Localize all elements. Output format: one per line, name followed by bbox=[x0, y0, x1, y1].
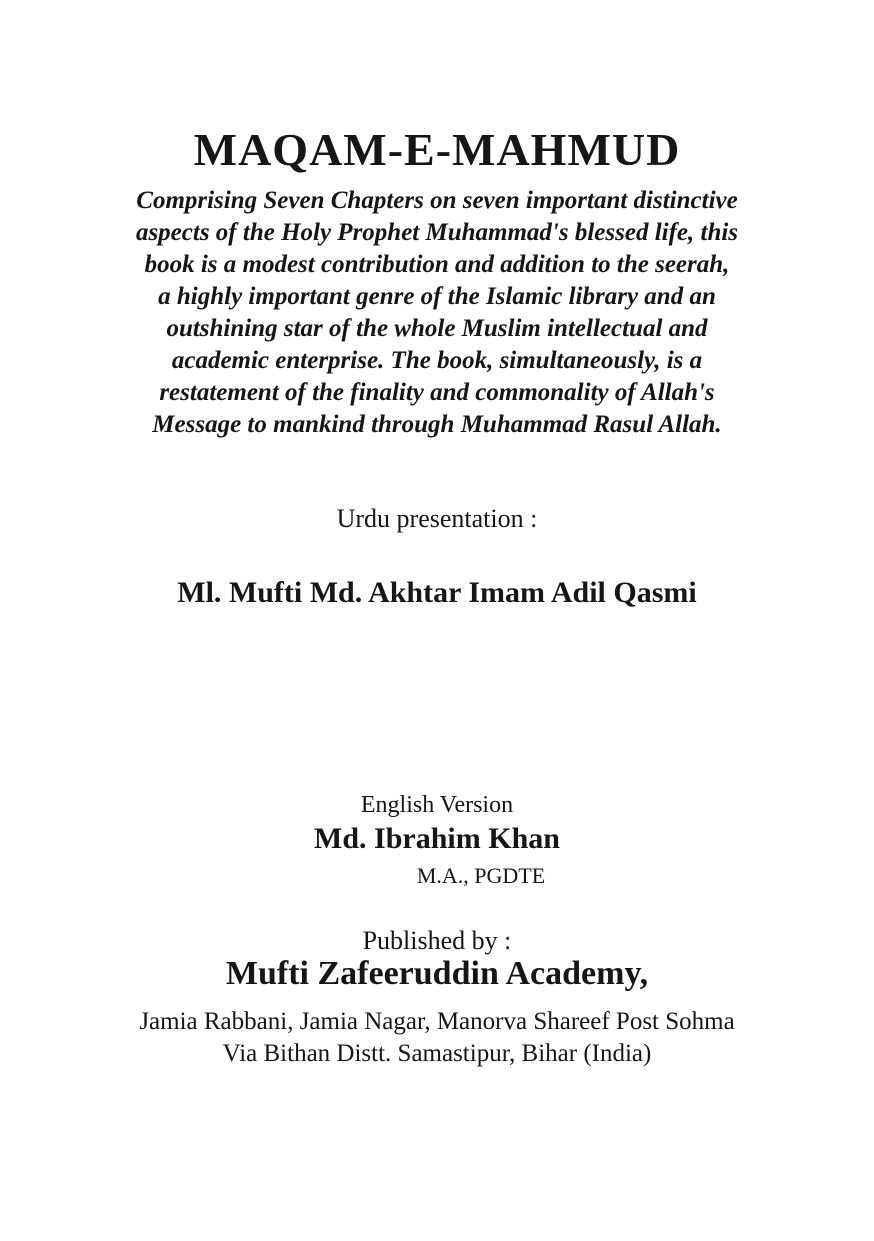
urdu-author-name: Ml. Mufti Md. Akhtar Imam Adil Qasmi bbox=[177, 576, 697, 609]
intro-line: aspects of the Holy Prophet Muhammad's blessed life, this bbox=[135, 219, 739, 246]
intro-line: Message to mankind through Muhammad Rasul Allah. bbox=[152, 411, 722, 438]
intro-line: Comprising Seven Chapters on seven important distinctive bbox=[136, 187, 738, 214]
intro-line: book is a modest contribution and addition to the seerah, bbox=[144, 251, 730, 278]
publisher-name: Mufti Zafeeruddin Academy, bbox=[225, 955, 649, 992]
intro-paragraph bbox=[60, 185, 814, 441]
english-author-credentials: M.A., PGDTE bbox=[416, 863, 546, 888]
intro-line: academic enterprise. The book, simultaneously, is a bbox=[171, 347, 703, 374]
urdu-presentation-label: Urdu presentation : bbox=[336, 504, 538, 533]
english-version-label: English Version bbox=[360, 792, 514, 818]
english-author-name: Md. Ibrahim Khan bbox=[314, 822, 560, 855]
intro-line: restatement of the finality and commonality of Allah's bbox=[159, 379, 715, 406]
intro-line: outshining star of the whole Muslim intellectual and bbox=[166, 315, 708, 342]
publisher-address-line2: Via Bithan Distt. Samastipur, Bihar (India) bbox=[222, 1040, 652, 1067]
book-title: MAQAM-E-MAHMUD bbox=[193, 123, 681, 175]
intro-line: a highly important genre of the Islamic library and an bbox=[158, 283, 716, 310]
published-by-label: Published by : bbox=[362, 926, 512, 955]
publisher-address-line1: Jamia Rabbani, Jamia Nagar, Manorva Shareef Post Sohma bbox=[139, 1008, 735, 1035]
